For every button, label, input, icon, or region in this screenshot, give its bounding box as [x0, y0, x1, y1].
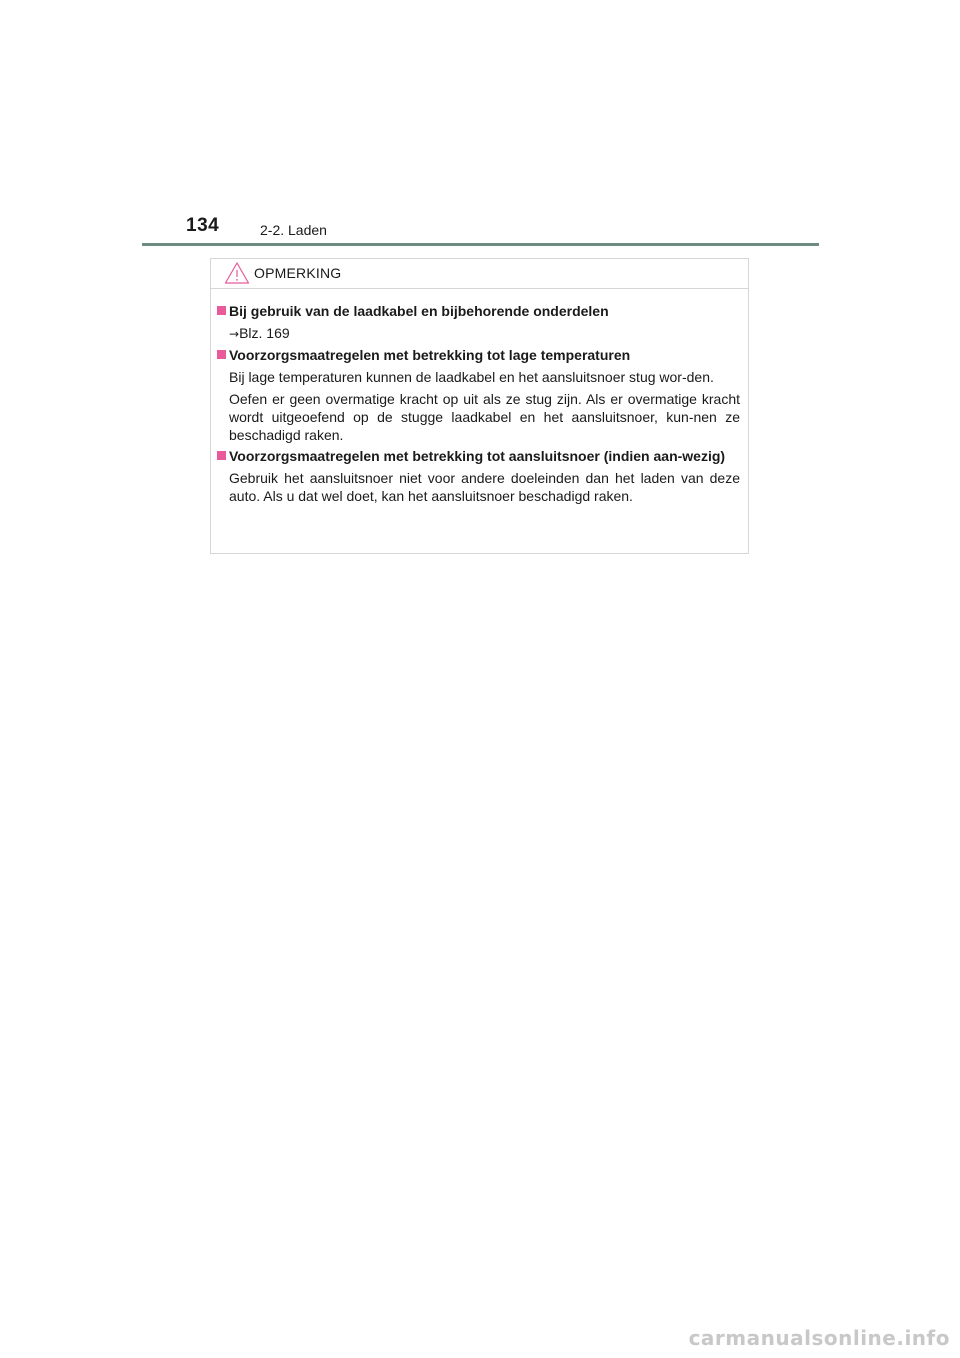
warning-triangle-icon — [224, 261, 250, 285]
notice-header — [211, 259, 748, 289]
page-number: 134 — [186, 215, 220, 236]
notice-body — [211, 289, 748, 505]
notice-item — [217, 302, 740, 343]
watermark: carmanualsonline.info — [688, 1326, 950, 1350]
notice-item — [217, 346, 740, 444]
notice-title: OPMERKING — [254, 265, 342, 281]
bullet-square-icon — [217, 451, 226, 460]
item-heading — [217, 346, 740, 364]
header-rule — [142, 243, 819, 246]
notice-box — [210, 258, 749, 554]
reference-text: Blz. 169 — [239, 325, 290, 341]
arrow-right-icon: → — [229, 327, 240, 341]
item-paragraph: Oefen er geen overmatige kracht op uit als ze stug zijn. Als er overmatige kracht wordt uitgeoefend op de stugge laadkabel en het aansluitsnoer, kun-nen ze beschadigd raken. — [229, 391, 740, 443]
item-paragraph: Bij lage temperaturen kunnen de laadkabel en het aansluitsnoer stug wor-den. — [229, 369, 714, 385]
item-heading — [217, 447, 740, 465]
page-reference[interactable] — [217, 324, 740, 343]
item-heading — [217, 302, 740, 320]
item-paragraph: Gebruik het aansluitsnoer niet voor andere doeleinden dan het laden van deze auto. Als u dat wel doet, kan het aansluitsnoer beschadigd raken. — [229, 470, 740, 504]
bullet-square-icon — [217, 306, 226, 315]
bullet-square-icon — [217, 350, 226, 359]
item-heading-text: Voorzorgsmaatregelen met betrekking tot aansluitsnoer (indien aan-wezig) — [229, 448, 726, 464]
item-heading-text: Voorzorgsmaatregelen met betrekking tot lage temperaturen — [229, 347, 631, 363]
item-heading-text: Bij gebruik van de laadkabel en bijbehorende onderdelen — [229, 303, 609, 319]
section-title: 2-2. Laden — [260, 222, 327, 238]
notice-item — [217, 447, 740, 505]
